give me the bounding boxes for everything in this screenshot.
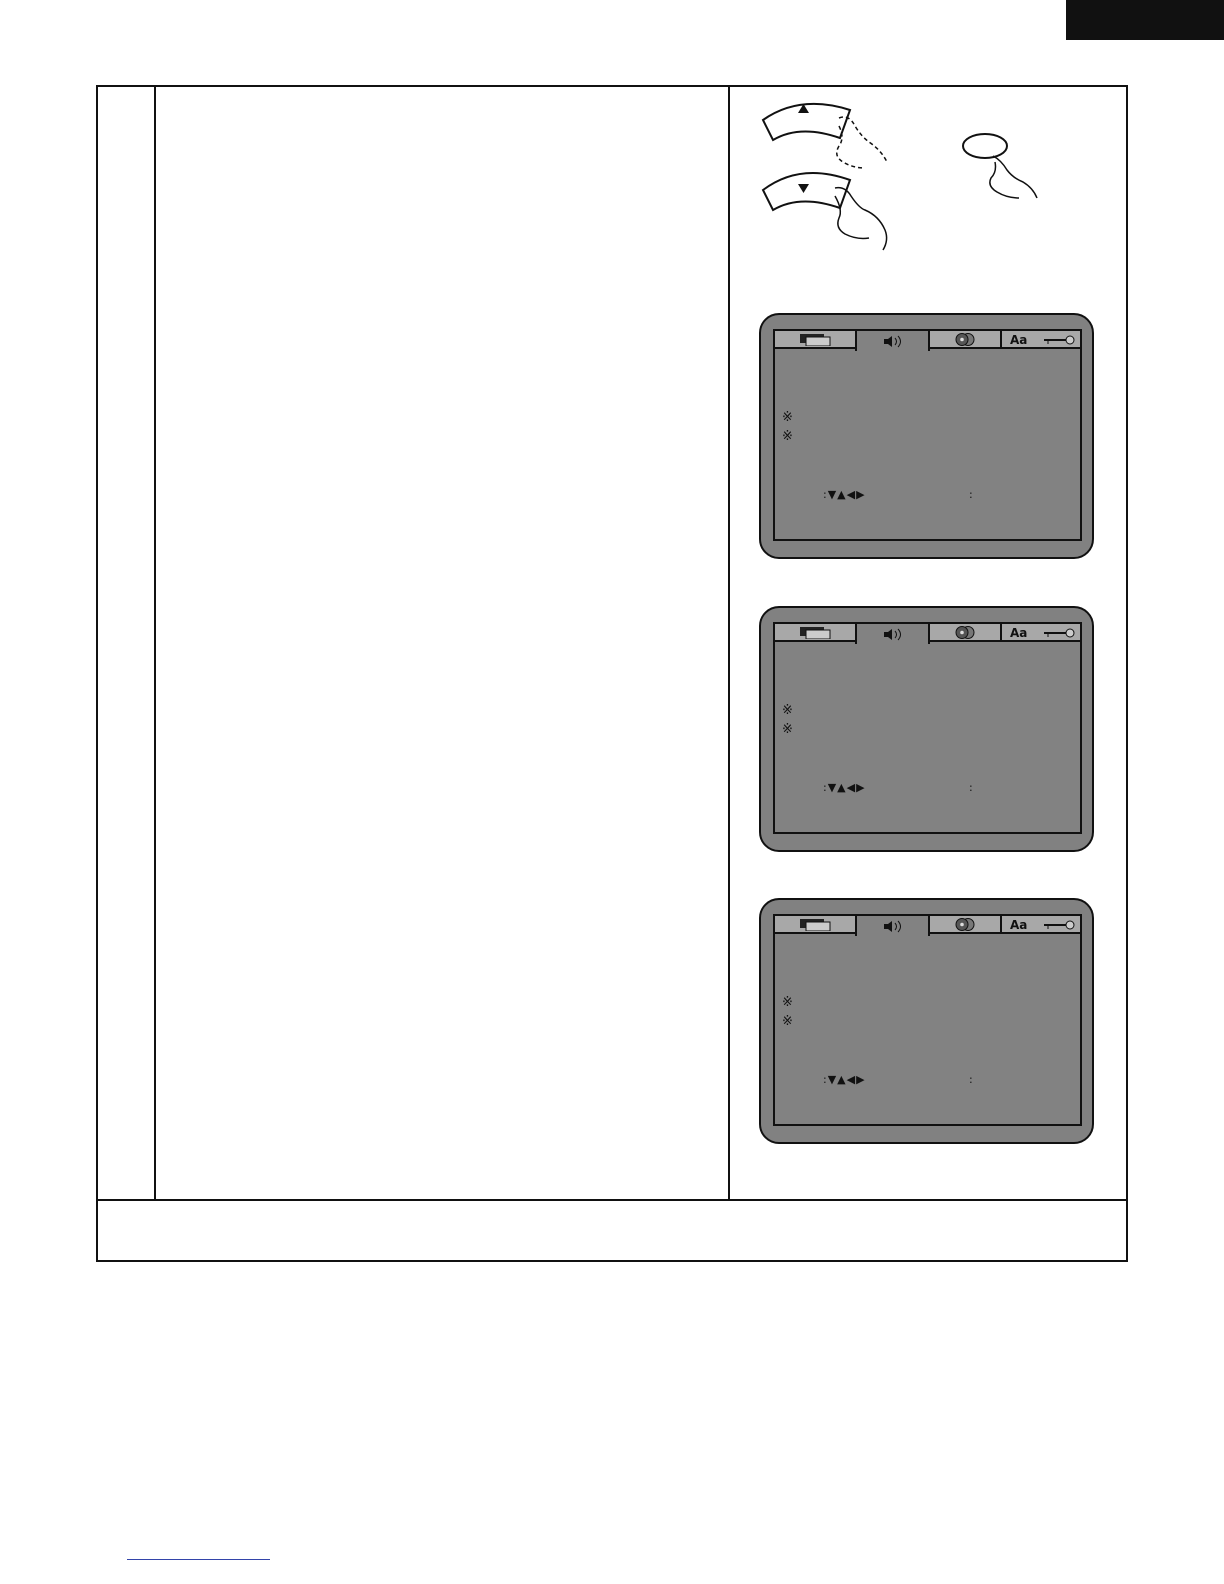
language-lock-tab [1002,624,1084,640]
disc-icon [952,626,978,639]
down-arrow-button-icon [763,173,887,250]
asterisk-mark-1: ※ [782,995,793,1010]
asterisk-mark-1: ※ [782,703,793,718]
osd-screen-1 [759,313,1094,559]
navigation-hint-colon: : [969,488,973,501]
video-setup-tab [775,331,855,347]
speaker-icon [882,335,904,348]
navigation-hint: :▼▲◀▶ [823,1073,866,1086]
navigation-hint-colon: : [969,1073,973,1086]
round-button-icon [963,134,1037,198]
osd-screen-2 [759,606,1094,852]
audio-setup-tab [855,331,930,351]
osd-screen-panel [773,914,1082,1126]
svg-text:Aa: Aa [1010,332,1028,346]
video-setup-tab [775,624,855,640]
speaker-icon [882,920,904,933]
speaker-icon [882,628,904,641]
video-icon [798,626,832,639]
language-lock-tab [1002,916,1084,932]
video-icon [798,918,832,931]
video-icon [798,333,832,346]
disc-icon [952,333,978,346]
audio-setup-tab [855,916,930,936]
note-row-divider [98,1199,1126,1201]
asterisk-mark-2: ※ [782,1014,793,1029]
asterisk-mark-2: ※ [782,429,793,444]
page-corner-tab [1066,0,1224,40]
asterisk-mark-1: ※ [782,410,793,425]
disc-icon [952,918,978,931]
disc-setup-tab [930,331,1002,347]
step-number-column-divider [154,87,156,1199]
osd-tab-strip [775,331,1080,349]
osd-screen-panel [773,622,1082,834]
footer-link-underline [127,1559,270,1560]
language-lock-icon [1008,333,1078,346]
remote-buttons-illustration [755,98,1095,258]
svg-text:Aa: Aa [1010,625,1028,639]
osd-tab-strip [775,916,1080,934]
disc-setup-tab [930,624,1002,640]
audio-setup-tab [855,624,930,644]
navigation-hint: :▼▲◀▶ [823,781,866,794]
disc-setup-tab [930,916,1002,932]
svg-text:Aa: Aa [1010,917,1028,931]
navigation-hint: :▼▲◀▶ [823,488,866,501]
video-setup-tab [775,916,855,932]
navigation-hint-colon: : [969,781,973,794]
osd-screen-panel [773,329,1082,541]
illustration-column-divider [728,87,730,1199]
up-arrow-button-icon [763,104,887,168]
asterisk-mark-2: ※ [782,722,793,737]
language-lock-tab [1002,331,1084,347]
osd-screen-3 [759,898,1094,1144]
language-lock-icon [1008,626,1078,639]
language-lock-icon [1008,918,1078,931]
osd-tab-strip [775,624,1080,642]
